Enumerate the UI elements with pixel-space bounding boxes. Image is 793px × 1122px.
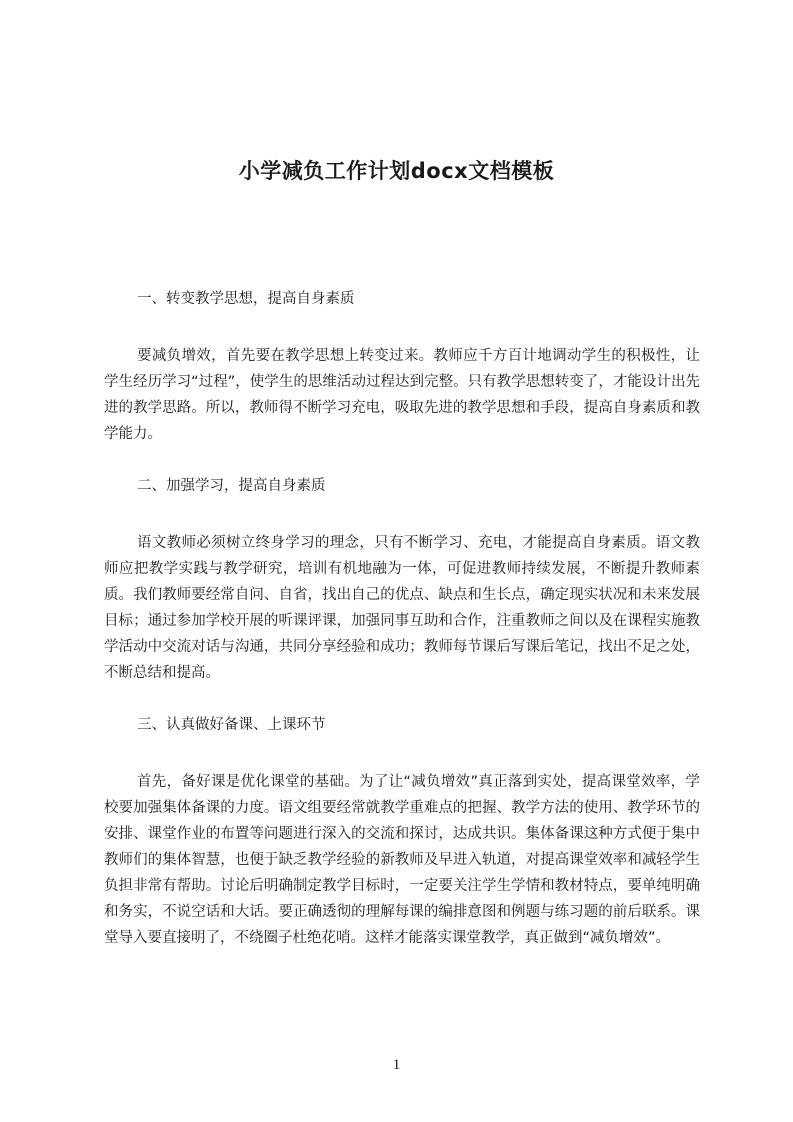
document-body: [104, 287, 700, 951]
document-title: 小学减负工作计划docx文档模板: [238, 159, 555, 184]
section-paragraph: 首先，备好课是优化课堂的基础。为了让“减负增效”真正落到实处，提高课堂效率，学校要加强集体备课的力度。语文组要经常就教学重难点的把握、教学方法的使用、教学环节的安排、课堂作业的布置等问题进行深入的交流和探讨，达成共识。集体备课这种方式便于集中教师们的集体智慧，也便于缺乏教学经验的新教师及早进入轨道，对提高课堂效率和减轻学生负担非常有帮助。讨论后明确制定教学目标时，一定要关注学生学情和教材特点，要单纯明确和务实，不说空话和大话。要正确透彻的理解每课的编排意图和例题与练习题的前后联系。课堂导入要直接明了，不绕圈子杜绝花哨。这样才能落实课堂教学，真正做到“减负增效”。: [104, 774, 700, 946]
section-heading: 一、转变教学思想，提高自身素质: [137, 291, 355, 307]
section-paragraph: 要减负增效，首先要在教学思想上转变过来。教师应千方百计地调动学生的积极性，让学生经历学习“过程”，使学生的思维活动过程达到完整。只有教学思想转变了，才能设计出先进的教学思路。所以，教师得不断学习充电，吸取先进的教学思想和手段，提高自身素质和教学能力。: [104, 348, 700, 442]
section-heading: 三、认真做好备课、上课环节: [137, 717, 326, 733]
section-heading: 二、加强学习，提高自身素质: [137, 478, 326, 494]
page-number: 1: [392, 1057, 401, 1073]
section-paragraph: 语文教师必须树立终身学习的理念，只有不断学习、充电，才能提高自身素质。语文教师应把教学实践与教学研究，培训有机地融为一体，可促进教师持续发展，不断提升教师素质。我们教师要经常自问、自省，找出自己的优点、缺点和生长点，确定现实状况和未来发展目标；通过参加学校开展的听课评课，加强同事互助和合作，注重教师之间以及在课程实施教学活动中交流对话与沟通，共同分享经验和成功；教师每节课后写课后笔记，找出不足之处，不断总结和提高。: [104, 535, 700, 681]
